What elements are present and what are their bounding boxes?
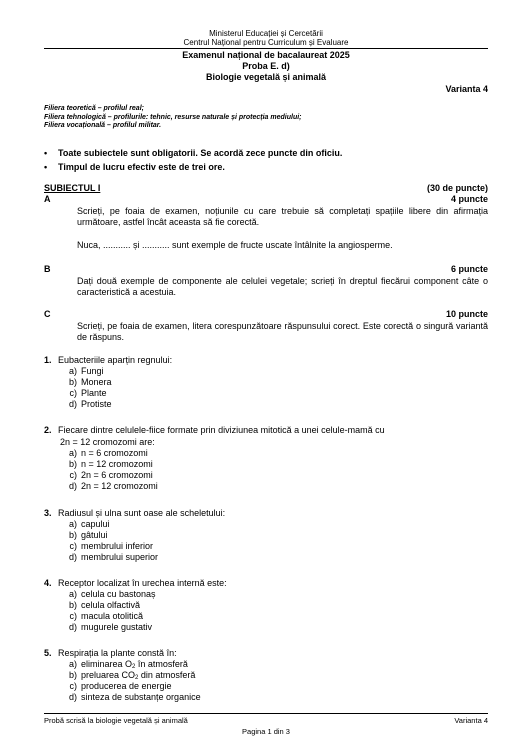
option-item: b) Monera <box>68 377 112 387</box>
bullet-icon: • <box>44 148 48 158</box>
footer-right: Varianta 4 <box>454 716 488 725</box>
proba-title: Proba E. d) <box>242 61 290 71</box>
footer-divider <box>44 713 488 714</box>
section-b-points: 6 puncte <box>450 264 488 274</box>
option-item: d) 2n = 12 cromozomi <box>68 481 158 491</box>
section-a-instruction: Scrieți, pe foaia de examen, noțiunile cu care trebuie să completați spațiile libere din afirmația următoare, astfel încât aceasta să fie corectă. <box>77 206 488 227</box>
question-4-options <box>60 589 156 633</box>
exam-title: Examenul național de bacalaureat 2025 <box>182 50 350 60</box>
ministry-name: Ministerul Educației și Cercetării <box>209 29 323 38</box>
option-item: c) producerea de energie <box>69 681 172 691</box>
option-item: a) capului <box>68 519 110 529</box>
option-item: b) n = 12 cromozomi <box>68 459 153 469</box>
option-item: d) mugurele gustativ <box>68 622 153 632</box>
option-item: c) macula otolitică <box>69 611 144 621</box>
option-item: b) gâtului <box>68 530 108 540</box>
filiera-item: Filiera vocațională – profilul militar. <box>44 122 162 129</box>
option-item: c) membrului inferior <box>69 541 154 551</box>
section-c-heading <box>44 309 488 319</box>
option-item: a) eliminarea $O_2$ în atmosferă <box>68 659 188 670</box>
question-number: 2. <box>44 425 52 435</box>
section-c-points: 10 puncte <box>445 309 488 319</box>
question-4 <box>44 578 227 589</box>
footer-left: Probă scrisă la biologie vegetală și animală <box>44 716 188 725</box>
option-item: a) celula cu bastonaș <box>68 589 156 599</box>
option-item: a) Fungi <box>68 366 104 376</box>
question-1 <box>44 355 172 366</box>
subject-heading <box>44 183 488 193</box>
question-number: 1. <box>44 355 52 365</box>
question-stem: Receptor localizat în urechea internă este: <box>58 578 227 588</box>
option-item: b) celula olfactivă <box>68 600 141 610</box>
option-item: d) sinteza de substanțe organice <box>68 692 201 702</box>
filiera-item: Filiera teoretică – profilul real; <box>44 105 144 112</box>
question-5-options <box>60 659 201 703</box>
variant-label: Varianta 4 <box>445 84 488 94</box>
question-stem-continued: 2n = 12 cromozomi are: <box>60 437 155 447</box>
question-number: 5. <box>44 648 52 658</box>
question-stem: Eubacteriile aparțin regnului: <box>58 355 173 365</box>
filiere-list <box>44 105 302 131</box>
question-3-options <box>60 519 158 563</box>
instructions-list <box>44 146 342 174</box>
section-b-instruction: Dați două exemple de componente ale celulei vegetale; scrieți în dreptul fiecărui component câte o caracteristică a acestuia. <box>77 276 488 297</box>
header-divider <box>44 48 488 49</box>
option-item: d) membrului superior <box>68 552 159 562</box>
option-item: c) Plante <box>69 388 107 398</box>
option-item: d) Protiste <box>68 399 112 409</box>
section-a-statement: Nuca, ........... și ........... sunt exemple de fructe uscate întâlnite la angiosperme. <box>77 240 393 250</box>
bullet-icon: • <box>44 162 48 172</box>
instruction-item: • Toate subiectele sunt obligatorii. Se acordă zece puncte din oficiu. <box>44 148 343 158</box>
question-1-options <box>60 366 112 410</box>
question-5 <box>44 648 177 659</box>
instruction-item: • Timpul de lucru efectiv este de trei ore. <box>44 162 225 172</box>
center-name: Centrul Național pentru Curriculum și Evaluare <box>183 38 349 47</box>
question-3 <box>44 508 225 519</box>
subject-points: (30 de puncte) <box>426 183 488 193</box>
subject-title: Biologie vegetală și animală <box>205 72 327 82</box>
page-number: Pagina 1 din 3 <box>242 727 290 736</box>
question-stem: Radiusul și ulna sunt oase ale scheletului: <box>58 508 226 518</box>
option-item: b) preluarea $CO_2$ din atmosferă <box>68 670 196 681</box>
filiera-item: Filiera tehnologică – profilurile: tehnic, resurse naturale și protecția mediului; <box>44 113 302 121</box>
section-b-heading <box>44 264 488 274</box>
subject-label: SUBIECTUL I <box>44 183 101 193</box>
question-2-options <box>60 448 158 492</box>
question-2 <box>44 425 385 436</box>
section-b-letter: B <box>44 264 51 274</box>
section-c-letter: C <box>44 309 51 319</box>
option-item: c) 2n = 6 cromozomi <box>69 470 153 480</box>
question-number: 4. <box>44 578 52 588</box>
section-a-letter: A <box>44 194 51 204</box>
question-number: 3. <box>44 508 52 518</box>
section-a-heading <box>44 194 488 204</box>
section-a-points: 4 puncte <box>450 194 488 204</box>
question-stem: Fiecare dintre celulele-fiice formate prin diviziunea mitotică a unei celule-mamă cu <box>58 425 385 435</box>
section-c-instruction: Scrieți, pe foaia de examen, litera corespunzătoare răspunsului corect. Este corectă o singură variantă de răspuns. <box>77 321 488 342</box>
question-stem: Respirația la plante constă în: <box>58 648 177 658</box>
option-item: a) n = 6 cromozomi <box>68 448 148 458</box>
